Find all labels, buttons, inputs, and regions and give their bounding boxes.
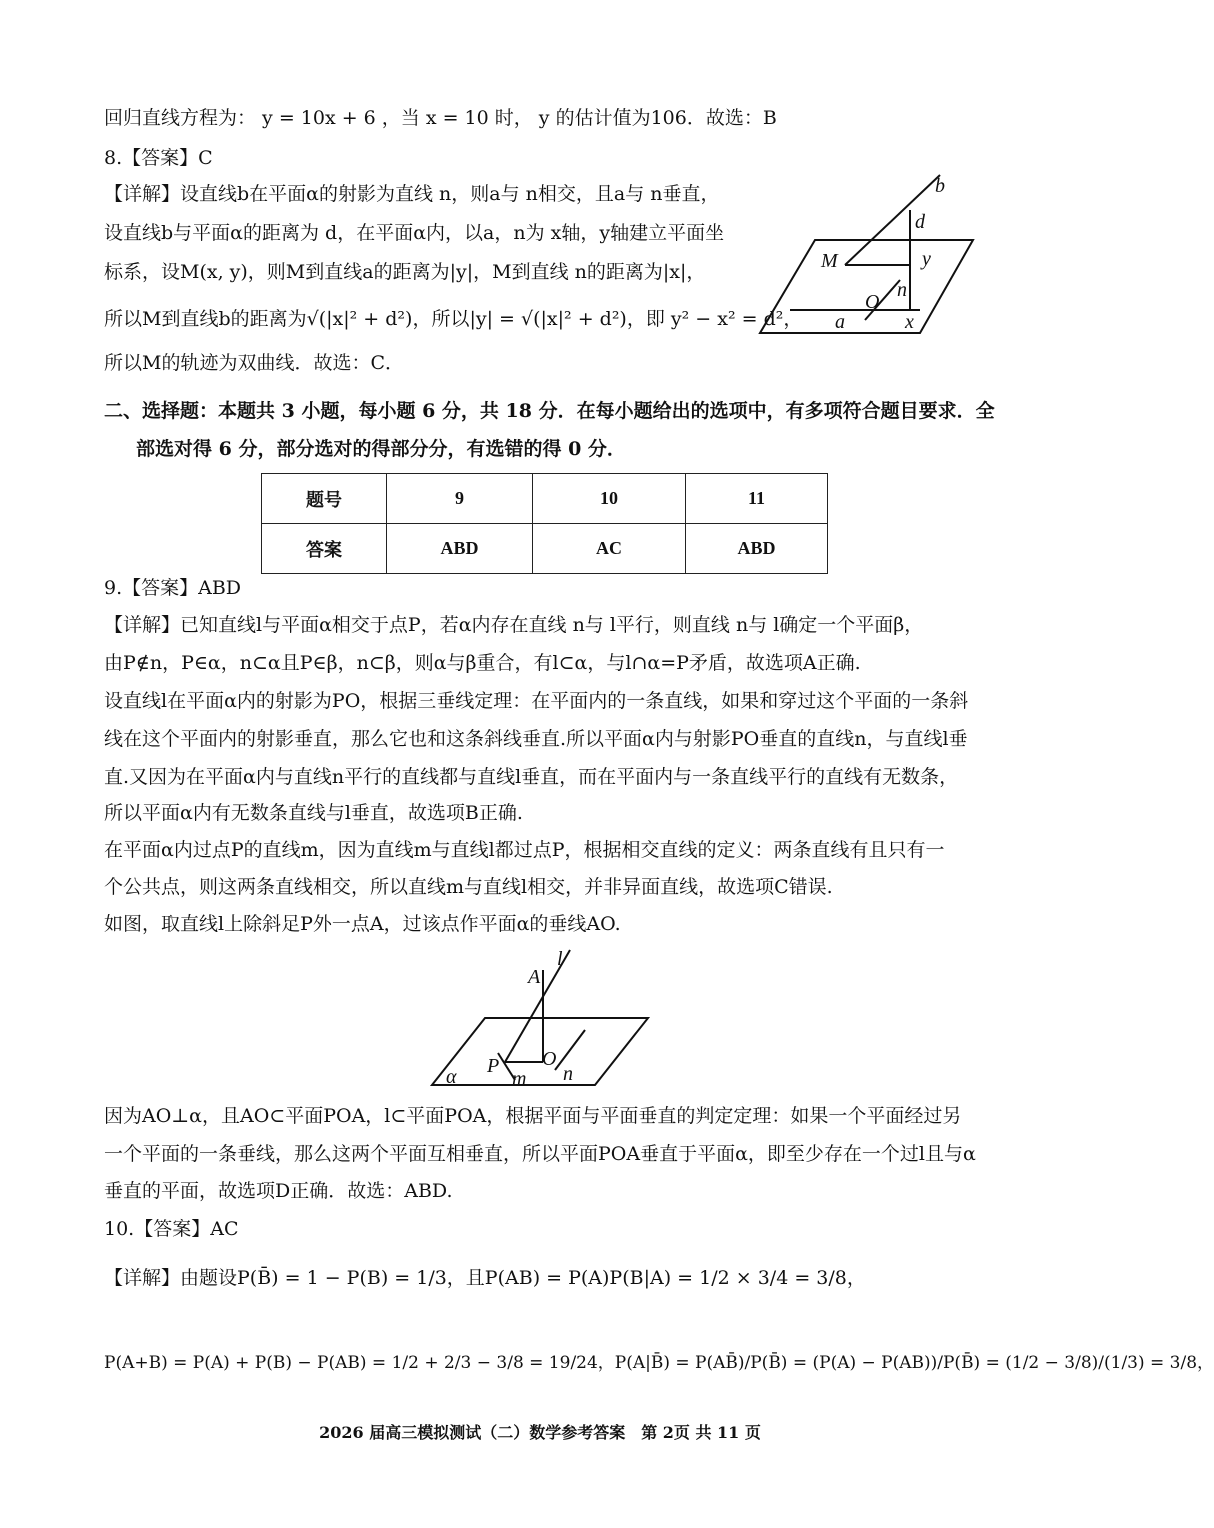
q9-detail-11: 一个平面的一条垂线，那么这两个平面互相垂直，所以平面POA垂直于平面α，即至少存在一个过l且与α [104, 1143, 976, 1165]
figure-hyperbola [755, 170, 985, 340]
section2-heading-2: 部选对得 6 分，部分选对的得部分分，有选错的得 0 分． [136, 438, 626, 460]
fig2-label-A: A [528, 966, 541, 988]
q9-detail-12: 垂直的平面，故选项D正确．故选：ABD. [104, 1180, 453, 1202]
fig1-label-x: x [905, 311, 914, 333]
fig1-label-b: b [935, 175, 945, 197]
fig1-label-n: n [897, 279, 907, 301]
fig1-label-O: O [865, 291, 880, 313]
q10-answer: 10.【答案】AC [104, 1218, 239, 1240]
table-cell: 10 [533, 474, 686, 524]
q8-detail-2: 设直线b与平面α的距离为 d，在平面α内，以a，n为 x轴，y轴建立平面坐 [104, 222, 725, 244]
fig1-label-a: a [835, 311, 845, 333]
q9-detail-4: 线在这个平面内的射影垂直，那么它也和这条斜线垂直.所以平面α内与射影PO垂直的直线n，与直线l垂 [104, 728, 968, 750]
table-cell: 9 [387, 474, 533, 524]
page-footer: 2026 届高三模拟测试（二）数学参考答案 第 2页 共 11 页 [319, 1423, 761, 1442]
q9-detail-1: 【详解】已知直线l与平面α相交于点P，若α内存在直线 n与 l平行，则直线 n与 l确定一个平面β， [104, 614, 924, 636]
fig2-label-O: O [542, 1048, 557, 1070]
fig1-label-y: y [922, 248, 931, 270]
regression-line: 回归直线方程为： y = 10x + 6 ，当 x = 10 时， y 的估计值为106．故选：B [104, 107, 777, 129]
q9-detail-9: 如图，取直线l上除斜足P外一点A，过该点作平面α的垂线AO. [104, 913, 621, 935]
q10-detail-1: 【详解】由题设P(B̄) = 1 − P(B) = 1/3，且P(AB) = P(A)P(B|A) = 1/2 × 3/4 = 3/8， [104, 1267, 866, 1289]
table-cell: AC [533, 524, 686, 574]
q9-answer: 9.【答案】ABD [104, 577, 242, 599]
table-row [262, 474, 828, 524]
section2-heading-1: 二、选择题：本题共 3 小题，每小题 6 分，共 18 分．在每小题给出的选项中，有多项符合题目要求．全 [104, 400, 995, 422]
q9-detail-3: 设直线l在平面α内的射影为PO，根据三垂线定理：在平面内的一条直线，如果和穿过这个平面的一条斜 [104, 690, 969, 712]
table-cell: ABD [686, 524, 828, 574]
fig2-label-P: P [487, 1055, 500, 1077]
q9-detail-5: 直.又因为在平面α内与直线n平行的直线都与直线l垂直，而在平面内与一条直线平行的直线有无数条， [104, 766, 959, 788]
table-cell: 答案 [262, 524, 387, 574]
table-cell: 题号 [262, 474, 387, 524]
answer-table [261, 473, 828, 574]
fig2-label-alpha: α [446, 1066, 457, 1088]
q9-detail-7: 在平面α内过点P的直线m，因为直线m与直线l都过点P，根据相交直线的定义：两条直线有且只有一 [104, 839, 945, 861]
figure-plane-perpendicular [430, 945, 650, 1090]
fig2-label-l: l [557, 948, 563, 970]
fig1-label-d: d [915, 211, 925, 233]
q9-detail-6: 所以平面α内有无数条直线与l垂直，故选项B正确. [104, 802, 523, 824]
q8-detail-3: 标系，设M(x, y)，则M到直线a的距离为|y|，M到直线 n的距离为|x|， [104, 261, 706, 283]
table-cell: 11 [686, 474, 828, 524]
table-row [262, 524, 828, 574]
q9-detail-2: 由P∉n，P∈α，n⊂α且P∈β，n⊂β，则α与β重合，有l⊂α，与l∩α=P矛盾，故选项A正确. [104, 652, 861, 674]
fig2-label-m: m [512, 1068, 527, 1090]
q9-detail-10: 因为AO⊥α，且AO⊂平面POA，l⊂平面POA，根据平面与平面垂直的判定定理：如果一个平面经过另 [104, 1105, 962, 1127]
q8-detail-1: 【详解】设直线b在平面α的射影为直线 n，则a与 n相交，且a与 n垂直， [104, 183, 720, 205]
q8-detail-5: 所以M的轨迹为双曲线．故选：C． [104, 352, 404, 374]
q10-detail-2: P(A+B) = P(A) + P(B) − P(AB) = 1/2 + 2/3 − 3/8 = 19/24，P(A|B̄) = P(AB̄)/P(B̄) = (P(A) − P(AB))/P(B̄) = (1/2 − 3/8)/(1/3) = 3/8， [104, 1353, 1214, 1373]
q8-detail-4: 所以M到直线b的距离为√(|x|² + d²)，所以|y| = √(|x|² + d²)，即 y² − x² = d²， [104, 308, 803, 330]
table-cell: ABD [387, 524, 533, 574]
fig2-label-n: n [563, 1063, 573, 1085]
q9-detail-8: 个公共点，则这两条直线相交，所以直线m与直线l相交，并非异面直线，故选项C错误. [104, 876, 833, 898]
fig1-label-M: M [821, 250, 838, 272]
q8-answer: 8.【答案】C [104, 147, 213, 169]
